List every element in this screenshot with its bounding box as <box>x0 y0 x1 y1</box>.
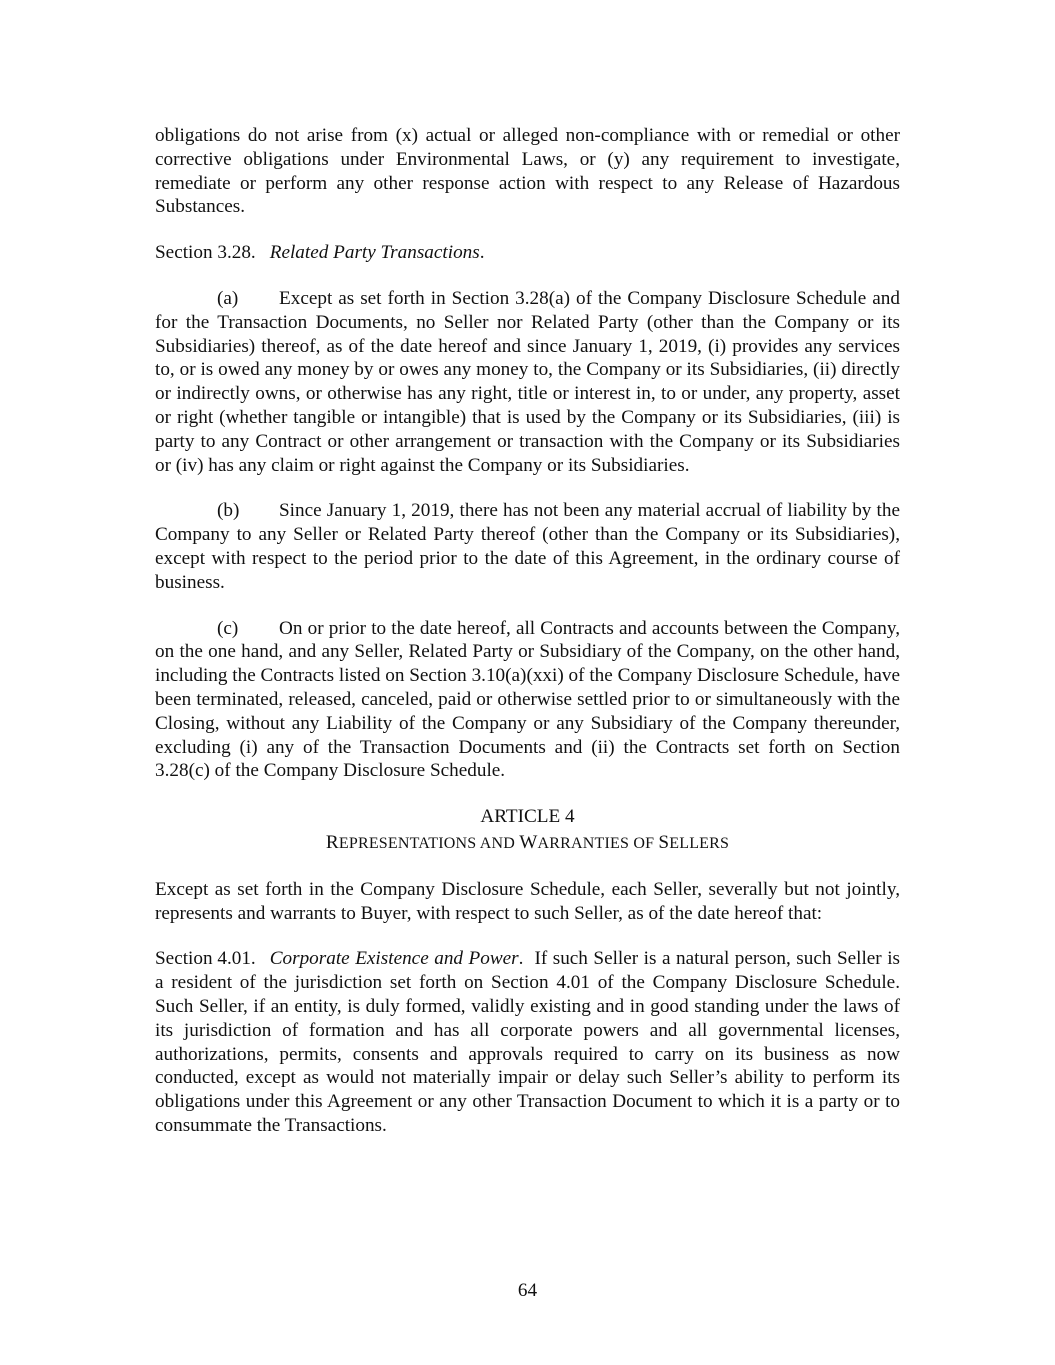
section-3-28-heading <box>155 241 900 265</box>
article-heading: ARTICLE 4 <box>480 806 575 828</box>
item-a-text: Except as set forth in Section 3.28(a) of the Company Disclosure Schedule and for the Transaction Documents, no Seller nor Related Party (other than the Company or its Subsidiaries) thereof, as of the date hereof and since January 1, 2019, (i) provides any services to, or is owed any money by or owes any money to, the Company or its Subsidiaries, (ii) directly or indirectly owns, or otherwise has any right, title or interest in, to or under, any property, asset or right (whether tangible or intangible) that is used by the Company or its Subsidiaries, (iii) is party to any Contract or other arrangement or transaction with the Company or its Subsidiaries or (iv) has any claim or right against the Company or its Subsidiaries. <box>155 287 900 476</box>
section-3-28-title: Related Party Transactions <box>269 242 480 264</box>
section-4-01-paragraph <box>155 947 900 1137</box>
document-page <box>155 124 900 1138</box>
item-b-paragraph <box>155 499 900 594</box>
article-subheading <box>155 831 900 856</box>
item-b-label: (b) <box>217 500 240 522</box>
section-3-28-number: Section 3.28. <box>155 242 256 264</box>
section-4-01-title-punct: . <box>518 948 524 970</box>
section-3-28-title-punct: . <box>479 242 485 264</box>
article-subheading-text: REPRESENTATIONS AND WARRANTIES OF SELLERS <box>325 831 730 853</box>
item-a-paragraph <box>155 287 900 477</box>
section-4-01-number: Section 4.01. <box>155 948 256 970</box>
item-c-label: (c) <box>217 617 239 639</box>
item-b-text: Since January 1, 2019, there has not been any material accrual of liability by the Company to any Seller or Related Party thereof (other than the Company or its Subsidiaries), except with respect to the period prior to the date of this Agreement, in the ordinary course of business. <box>155 500 900 593</box>
section-4-01-text: If such Seller is a natural person, such Seller is a resident of the jurisdiction set forth on Section 4.01 of the Company Disclosure Schedule. Such Seller, if an entity, is duly formed, validly existing and in good standing under the laws of its jurisdiction of formation and has all corporate powers and all governmental licenses, authorizations, permits, consents and approvals required to carry on its business as now conducted, except as would not materially impair or delay such Seller’s ability to perform its obligations under this Agreement or any other Transaction Document to which it is a party or to consummate the Transactions. <box>155 948 901 1136</box>
item-c-text: On or prior to the date hereof, all Contracts and accounts between the Company, on the one hand, and any Seller, Related Party or Subsidiary of the Company, on the other hand, including the Contracts listed on Section 3.10(a)(xxi) of the Company Disclosure Schedule, have been terminated, released, canceled, paid or otherwise settled prior to or simultaneously with the Closing, without any Liability of the Company or any Subsidiary of the Company thereunder, excluding (i) any of the Transaction Documents and (ii) the Contracts set forth on Section 3.28(c) of the Company Disclosure Schedule. <box>155 617 900 782</box>
item-c-paragraph <box>155 617 900 784</box>
intro-paragraph: obligations do not arise from (x) actual or alleged non-compliance with or remedial or other corrective obligations under Environmental Laws, or (y) any requirement to investigate, remediate or perform any other response action with respect to any Release of Hazardous Substances. <box>155 125 900 218</box>
page-number: 64 <box>517 1280 538 1301</box>
article-intro-paragraph: Except as set forth in the Company Disclosure Schedule, each Seller, severally but not jointly, represents and warrants to Buyer, with respect to such Seller, as of the date hereof that: <box>155 878 900 924</box>
item-a-label: (a) <box>217 287 239 309</box>
section-4-01-title: Corporate Existence and Power <box>269 948 519 970</box>
